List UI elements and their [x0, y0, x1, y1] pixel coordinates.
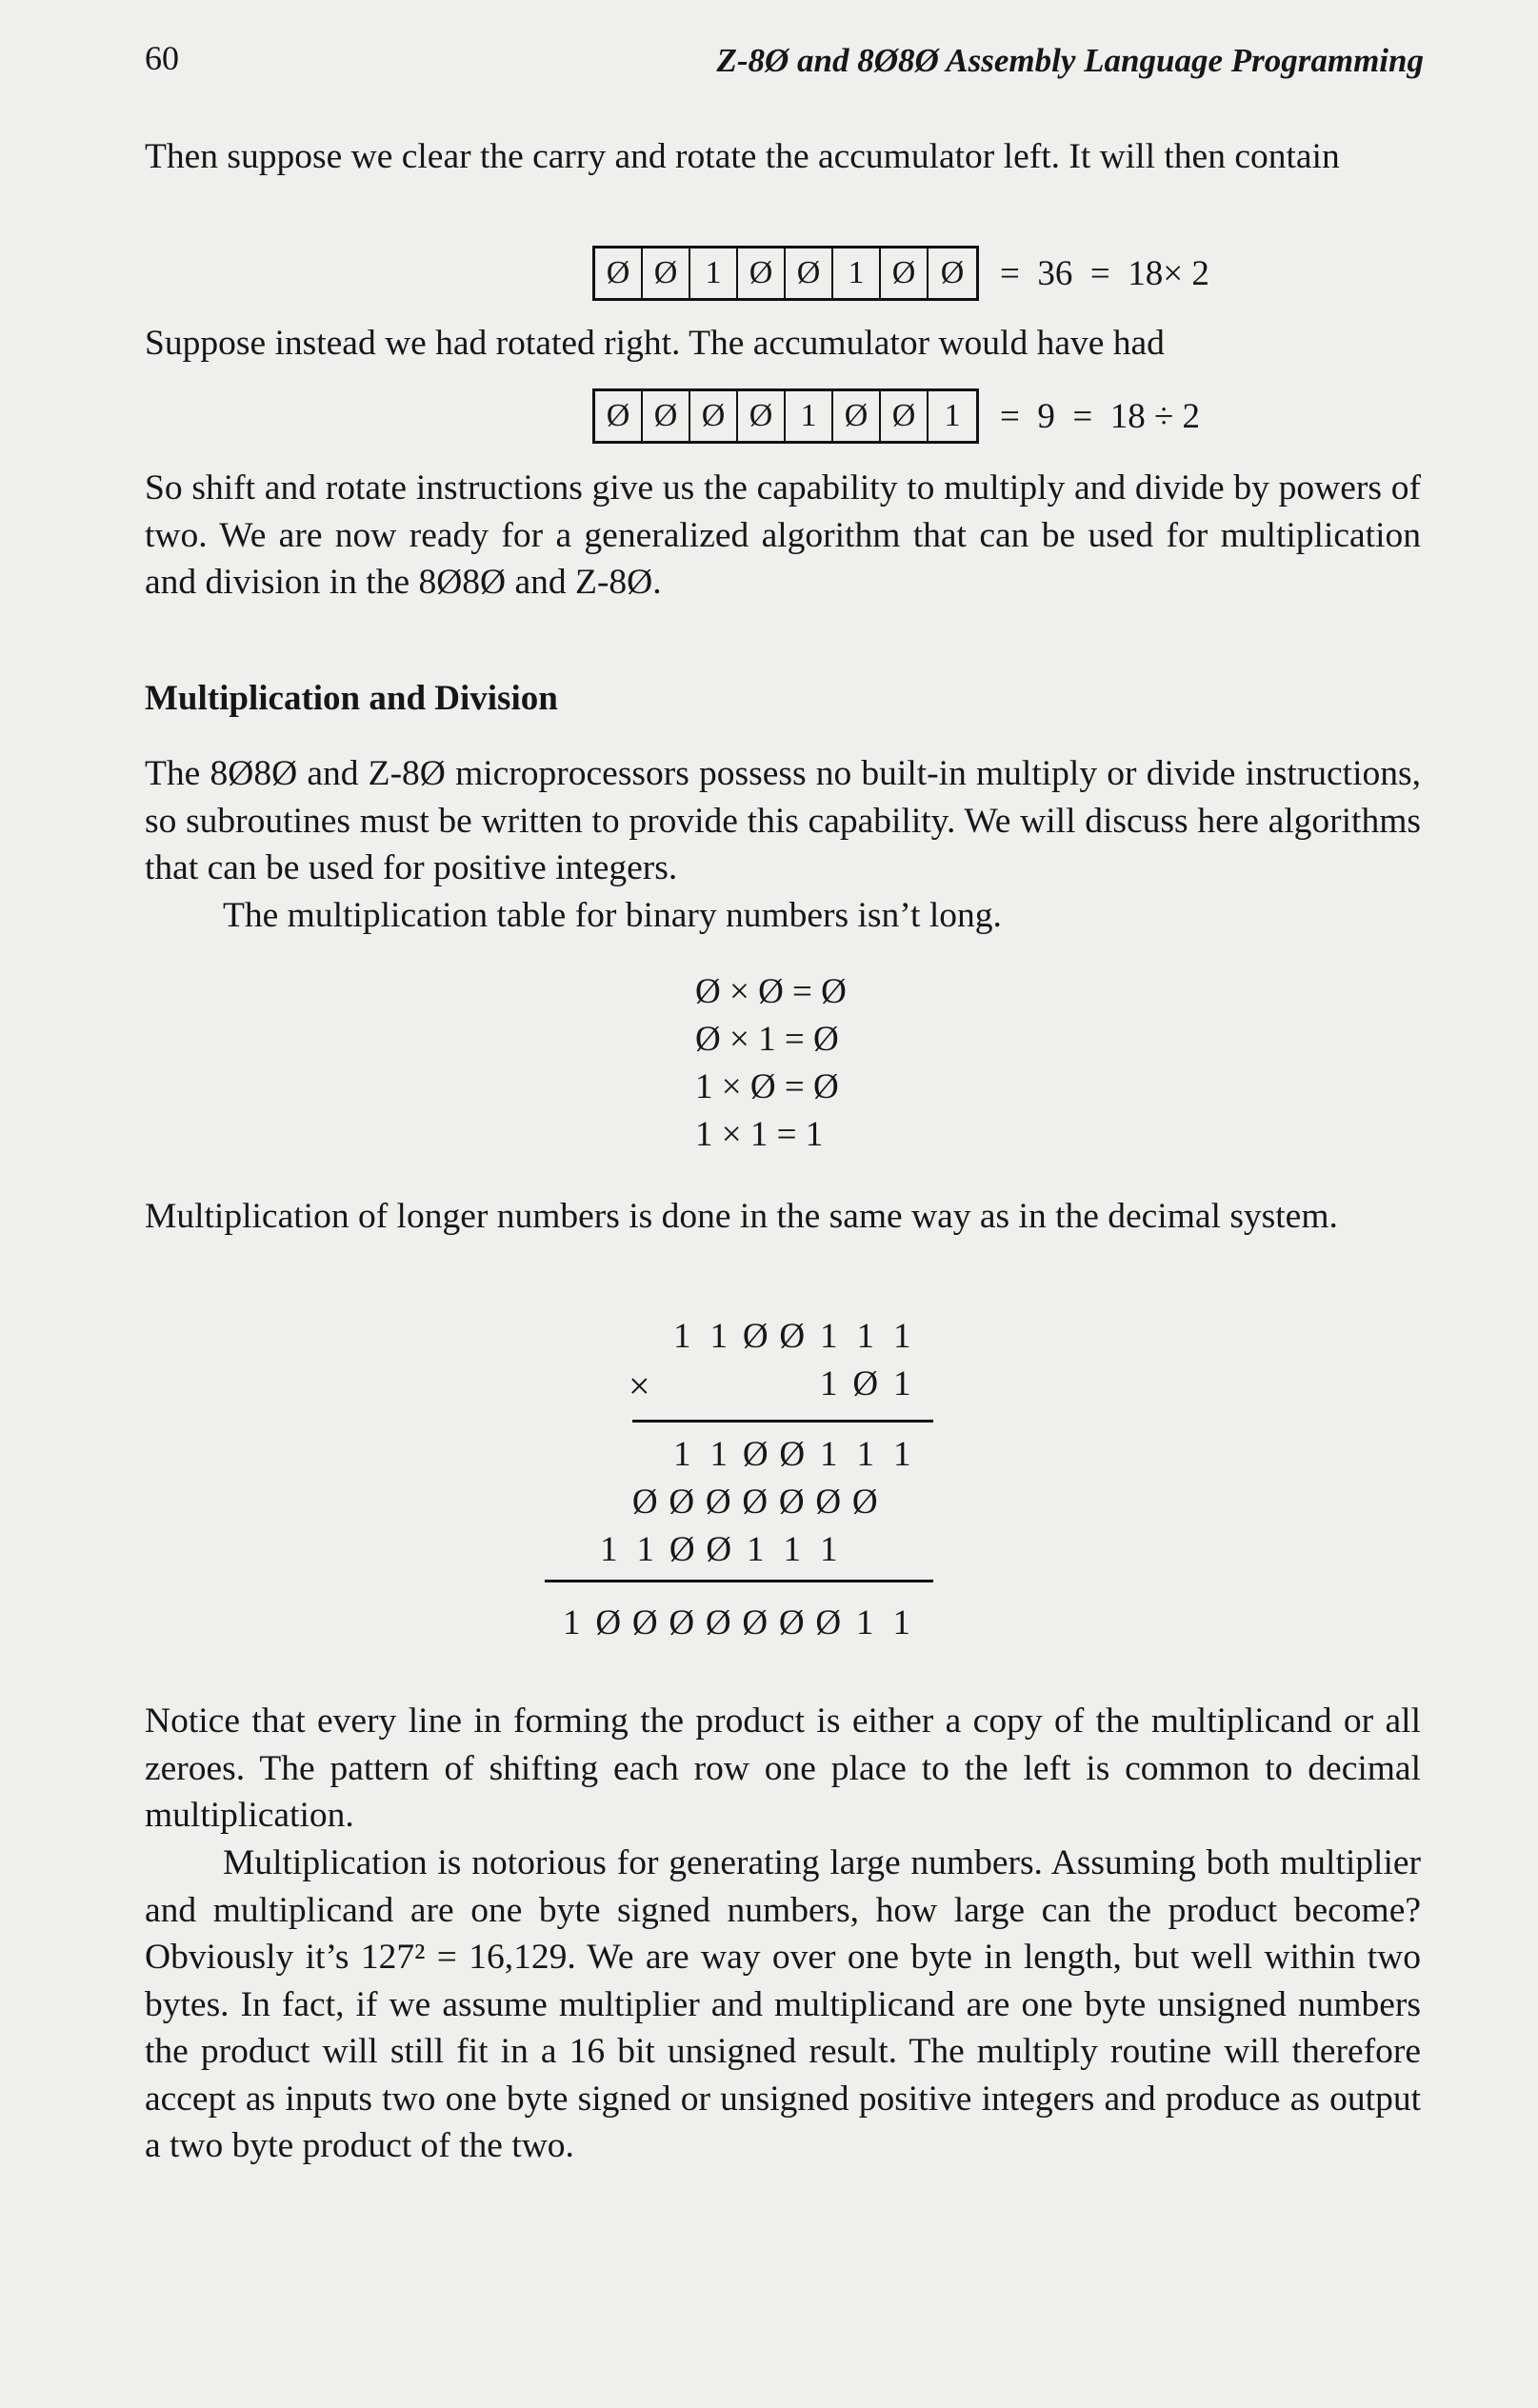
binary-digit: Ø: [779, 1317, 806, 1356]
register-bit-cell: Ø: [881, 249, 929, 298]
binary-digit: Ø: [742, 1603, 769, 1642]
binary-digit: 1: [820, 1435, 838, 1474]
binary-digit: Ø: [706, 1530, 732, 1569]
binary-digit: Ø: [815, 1603, 842, 1642]
register-bit-cell: 1: [944, 398, 961, 433]
binary-digit: Ø: [851, 1483, 878, 1522]
register-bit-cell: Ø: [643, 249, 690, 298]
binary-digit: Ø: [669, 1483, 695, 1522]
binary-digit: Ø: [742, 1483, 769, 1522]
rule-line: [632, 1420, 933, 1423]
product-row: [553, 1602, 920, 1643]
binary-digit: 1: [563, 1603, 581, 1642]
binary-digit: 1: [893, 1317, 911, 1356]
register-right-equation: = 9 = 18 ÷ 2: [1000, 396, 1201, 436]
mult-table-row: 1 × Ø = Ø: [695, 1067, 839, 1106]
paragraph-shift-rotate: So shift and rotate instructions give us the capability to multiply and divide by powers of two. We are now ready for a generalized algorithm that can be used for multiplication and division in the 8Ø8Ø and Z-8Ø.: [145, 468, 1421, 602]
binary-digit: 1: [709, 1435, 728, 1474]
paragraph-notice: Notice that every line in forming the product is either a copy of the multiplicand or all zeroes. The pattern of shifting each row one place to the left is common to decimal multiplication.: [145, 1702, 1421, 1835]
binary-digit: Ø: [669, 1603, 695, 1642]
paragraph-mult-table-intro: The multiplication table for binary numbers isn’t long.: [223, 896, 1002, 935]
register-bit-cell: Ø: [643, 391, 690, 441]
register-bit-cell: Ø: [786, 249, 833, 298]
register-bit-cell: Ø: [833, 391, 881, 441]
paragraph-rotate-right: Suppose instead we had rotated right. The accumulator would have had: [145, 324, 1165, 363]
binary-digit: Ø: [742, 1435, 769, 1474]
binary-digit: 1: [856, 1317, 874, 1356]
paragraph-no-multiply: The 8Ø8Ø and Z-8Ø microprocessors possess no built-in multiply or divide instructions, so subroutines must be written to provide this capability. We will discuss here algorithms that can be used for positive integers.: [145, 754, 1421, 887]
binary-digit: 1: [856, 1435, 874, 1474]
binary-digit: 1: [673, 1317, 691, 1356]
binary-digit: Ø: [779, 1435, 806, 1474]
binary-digit: Ø: [778, 1603, 805, 1642]
paragraph-large-numbers: Multiplication is notorious for generating large numbers. Assuming both multiplier and multiplicand are one byte signed numbers, how large can the product become? Obviously it’s 127² = 16,129. We are way over one byte in length, but well within two bytes. In fact, if we assume multiplier and multiplicand are one byte unsigned numbers the product will still fit in a 16 bit unsigned result. The multiply routine will therefore accept as inputs two one byte signed or unsigned positive integers and produce as output a two byte product of the two.: [145, 1843, 1421, 2165]
register-bit-cell: Ø: [738, 249, 786, 298]
partial-product-row: [627, 1482, 884, 1522]
binary-digit: 1: [893, 1435, 911, 1474]
register-bit-cell: Ø: [881, 391, 929, 441]
mult-table-row: Ø × Ø = Ø: [695, 972, 847, 1011]
binary-digit: 1: [893, 1364, 911, 1403]
section-heading: Multiplication and Division: [145, 679, 558, 718]
binary-digit: 1: [820, 1364, 838, 1403]
register-bit-cell: Ø: [940, 255, 965, 290]
mult-table-row: 1 × 1 = 1: [695, 1115, 824, 1154]
accumulator-register-diagram: [592, 246, 979, 301]
binary-digit: Ø: [595, 1603, 622, 1642]
register-left-equation: = 36 = 18× 2: [1000, 253, 1209, 293]
rule-line: [545, 1580, 933, 1582]
binary-digit: Ø: [852, 1364, 879, 1403]
binary-digit: 1: [783, 1530, 801, 1569]
register-bit-cell: 1: [690, 249, 738, 298]
register-bit-cell: 1: [786, 391, 833, 441]
accumulator-register-diagram: [592, 388, 979, 444]
binary-digit: 1: [856, 1603, 874, 1642]
times-sign: ×: [629, 1364, 650, 1407]
partial-product-row: [590, 1529, 848, 1570]
binary-digit: Ø: [705, 1483, 731, 1522]
register-bit-cell: Ø: [690, 391, 738, 441]
multiplicand-row: [664, 1316, 921, 1357]
binary-digit: Ø: [815, 1483, 842, 1522]
binary-digit: 1: [636, 1530, 654, 1569]
binary-digit: 1: [820, 1317, 838, 1356]
binary-digit: Ø: [778, 1483, 805, 1522]
binary-digit: 1: [820, 1530, 838, 1569]
binary-digit: Ø: [742, 1317, 769, 1356]
page-number: 60: [145, 39, 179, 77]
binary-digit: 1: [709, 1317, 728, 1356]
binary-digit: Ø: [669, 1530, 695, 1569]
mult-table-row: Ø × 1 = Ø: [695, 1020, 839, 1059]
running-title: Z-8Ø and 8Ø8Ø Assembly Language Programming: [716, 42, 1424, 79]
register-bit-cell: Ø: [595, 249, 643, 298]
partial-product-row: [664, 1434, 921, 1475]
paragraph-rotate-left: Then suppose we clear the carry and rotate the accumulator left. It will then contain: [145, 137, 1340, 176]
binary-digit: 1: [747, 1530, 765, 1569]
register-bit-cell: Ø: [595, 391, 643, 441]
binary-digit: Ø: [705, 1603, 731, 1642]
register-left-shift: [592, 246, 1209, 301]
binary-digit: Ø: [631, 1603, 658, 1642]
register-right-shift: [592, 388, 1200, 444]
binary-digit: 1: [600, 1530, 618, 1569]
multiplier-row: [810, 1363, 921, 1404]
binary-digit: Ø: [631, 1483, 658, 1522]
register-bit-cell: Ø: [738, 391, 786, 441]
paragraph-longer-numbers: Multiplication of longer numbers is done in the same way as in the decimal system.: [145, 1197, 1338, 1236]
binary-digit: 1: [892, 1603, 910, 1642]
register-bit-cell: 1: [833, 249, 881, 298]
binary-digit: 1: [673, 1435, 691, 1474]
